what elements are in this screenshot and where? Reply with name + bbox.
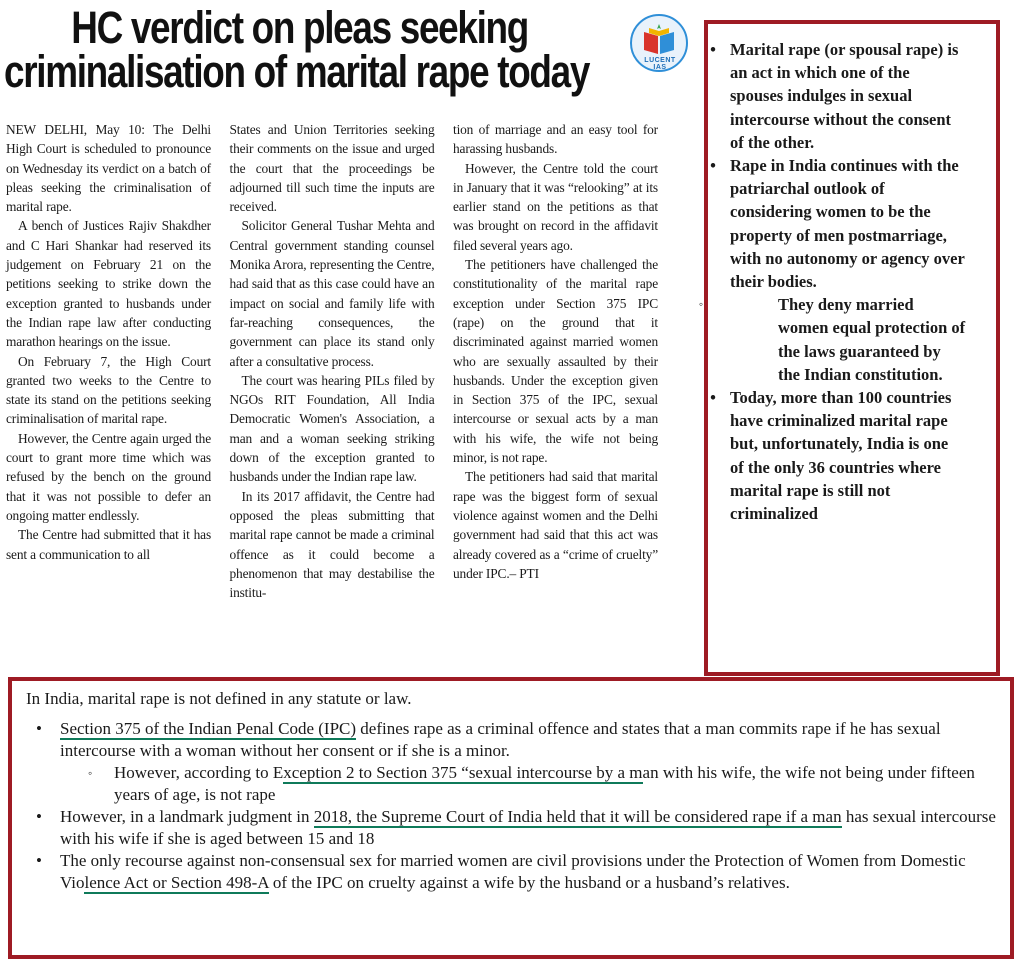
bullet-dot-icon: • bbox=[36, 719, 42, 738]
sub-bullet-icon: ◦ bbox=[698, 297, 704, 312]
article-column-1 bbox=[6, 120, 211, 666]
sub-bullet-icon: ◦ bbox=[88, 766, 93, 780]
side-note-1: • Marital rape (or spousal rape) is an act in which one of the spouses indulges in sexual intercourse without the consent of the other. bbox=[730, 38, 966, 154]
bullet-dot-icon: • bbox=[710, 156, 716, 176]
side-note-sub: ◦ They deny married women equal protection of the laws guaranteed by the Indian constitution. bbox=[730, 293, 966, 386]
logo-text: LUCENT IAS bbox=[644, 57, 676, 71]
bottom-notes-content bbox=[26, 688, 996, 894]
article-paragraph: A bench of Justices Rajiv Shakdher and C Hari Shankar had reserved its judgement on February 21 on the petitions seeking to strike down the exception granted to husbands under the Indian rape law after conducting marathon hearings on the issue. bbox=[6, 218, 211, 350]
article-paragraph: The petitioners have challenged the constitutionality of the marital rape exception under Section 375 IPC (rape) on the ground that it discriminated against married women who are sexually assaulted by their husbands. Under the exception given in Section 375 of the IPC, sexual intercourse or sexual acts by a man with his wife, the wife not being minor, is not rape. bbox=[453, 257, 658, 466]
article-paragraph: The petitioners had said that marital rape was the biggest form of sexual violence against women and the Delhi government had said that this act was already covered as a “crime of cruelty” under IPC.– PTI bbox=[453, 469, 658, 581]
article-paragraph: On February 7, the High Court granted two weeks to the Centre to state its stand on the petitions seeking criminalisation of marital rape. bbox=[6, 353, 211, 427]
bullet-dot-icon: • bbox=[36, 807, 42, 826]
bottom-note-sub: ◦ However, according to Exception 2 to Section 375 “sexual intercourse by a man with his wife, the wife not being under fifteen years of age, is not rape bbox=[88, 763, 975, 804]
bottom-note-2: • However, in a landmark judgment in 2018, the Supreme Court of India held that it will be considered rape if a man has sexual intercourse with his wife if she is aged between 15 and 18 bbox=[36, 807, 996, 848]
side-note-2: • Rape in India continues with the patriarchal outlook of considering women to be the property of men postmarriage, with no autonomy or agency over their bodies. bbox=[730, 154, 966, 293]
article-paragraph: States and Union Territories seeking their comments on the issue and urged the court that the proceedings be adjourned till such time the inputs are received. bbox=[229, 122, 435, 215]
bottom-notes-box bbox=[8, 677, 1014, 959]
article-paragraph: However, the Centre again urged the court to grant more time which was refused by the bench on the ground that it was not possible to defer an ongoing matter endlessly. bbox=[6, 430, 211, 523]
article-paragraph: The Centre had submitted that it has sent a communication to all bbox=[6, 527, 211, 562]
bullet-dot-icon: • bbox=[710, 388, 716, 408]
side-note-3: • Today, more than 100 countries have criminalized marital rape but, unfortunately, India is one of the only 36 countries where marital rape is still not criminalized bbox=[730, 386, 966, 525]
article-column-3 bbox=[453, 120, 658, 666]
article-column-2 bbox=[230, 120, 435, 666]
headline-line-1: HC verdict on pleas seeking bbox=[71, 2, 528, 53]
article-paragraph: However, the Centre told the court in January that it was “relooking” at its earlier stand on the petitions as that was brought on record in the affidavit filed several years ago. bbox=[453, 160, 658, 253]
headline bbox=[4, 2, 590, 97]
bottom-note-1: • Section 375 of the Indian Penal Code (IPC) defines rape as a criminal offence and states that a man commits rape if he has sexual intercourse with a woman without her consent or if she is a minor. bbox=[36, 719, 941, 760]
article-paragraph: NEW DELHI, May 10: The Delhi High Court is scheduled to pronounce on Wednesday its verdict on a batch of pleas seeking the criminalisation of marital rape. bbox=[6, 122, 211, 215]
bullet-dot-icon: • bbox=[36, 851, 42, 870]
lucent-ias-logo bbox=[630, 14, 688, 72]
side-notes-list bbox=[698, 38, 966, 525]
headline-line-2: criminalisation of marital rape today bbox=[4, 46, 590, 97]
bottom-note-3: • The only recourse against non-consensual sex for married women are civil provisions under the Protection of Women from Domestic Violence Act or Section 498-A of the IPC on cruelty against a wife by the husband or a husband’s relatives. bbox=[36, 851, 966, 892]
bullet-dot-icon: • bbox=[710, 40, 716, 59]
bottom-intro: In India, marital rape is not defined in any statute or law. bbox=[26, 689, 412, 708]
article-paragraph: tion of marriage and an easy tool for harassing husbands. bbox=[453, 122, 658, 157]
news-article bbox=[6, 120, 658, 666]
side-notes-box bbox=[698, 20, 1000, 676]
article-paragraph: Solicitor General Tushar Mehta and Central government standing counsel Monika Arora, representing the Centre, had said that as this case could have an impact on social and family life with far-reaching consequences, the government can place its stand only after a consultative process. bbox=[229, 218, 435, 369]
article-paragraph: The court was hearing PILs filed by NGOs RIT Foundation, All India Democratic Women's Association, a man and a woman seeking striking down of the exception granted to husbands under the Indian rape law. bbox=[229, 372, 435, 485]
article-paragraph: In its 2017 affidavit, the Centre had opposed the pleas submitting that marital rape cannot be made a criminal offence as it could become a phenomenon that may destabilise the institu- bbox=[229, 488, 435, 601]
